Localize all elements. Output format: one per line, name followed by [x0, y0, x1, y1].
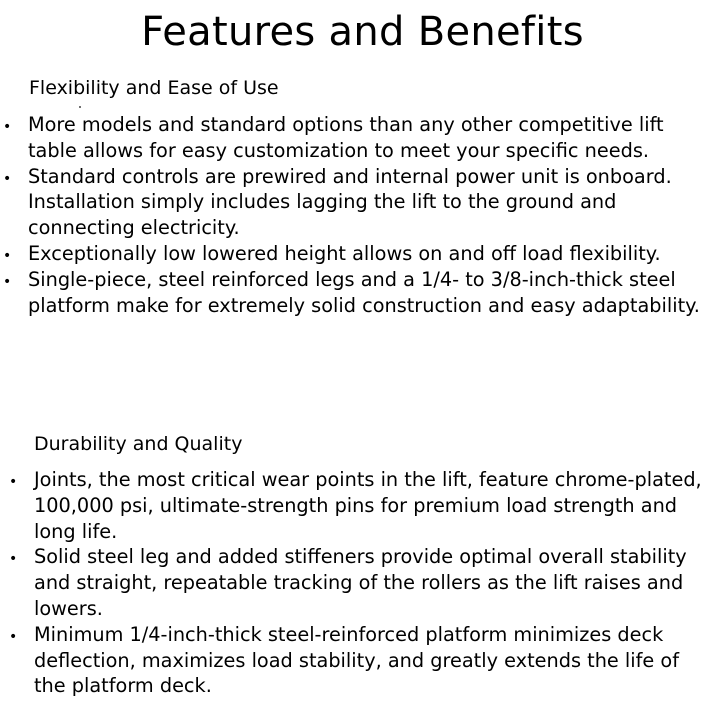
list-item-text: Joints, the most critical wear points in the lift, feature chrome-plated, 100,000 psi, ultimate-strength pins for premium load strength and long life. — [34, 468, 702, 543]
list-item — [3, 164, 718, 241]
list-item — [3, 241, 718, 267]
list-item-text: Minimum 1/4-inch-thick steel-reinforced platform minimizes deck deflection, maximizes load stability, and greatly extends the life of the platform deck. — [34, 622, 679, 698]
bullet-icon: • — [3, 119, 12, 135]
bullet-list-durability — [9, 467, 716, 699]
page-title: Features and Benefits — [141, 9, 584, 55]
list-item — [9, 544, 716, 621]
stray-mark — [79, 106, 81, 108]
bullet-icon: • — [3, 273, 12, 290]
bullet-icon: • — [9, 628, 18, 645]
section-heading-flexibility: Flexibility and Ease of Use — [29, 77, 279, 99]
bullet-icon: • — [3, 247, 12, 264]
bullet-icon: • — [3, 170, 12, 187]
list-item — [3, 267, 718, 319]
list-item-text: Exceptionally low lowered height allows on and off load flexibility. — [28, 241, 661, 265]
list-item — [9, 467, 716, 544]
list-item-text: Standard controls are prewired and internal power unit is onboard. Installation simply includes lagging the lift to the ground and connecting electricity. — [28, 164, 672, 240]
list-item-text: More models and standard options than any other competitive lift table allows for easy customization to meet your specific needs. — [28, 113, 664, 162]
bullet-icon: • — [9, 551, 18, 568]
list-item-text: Single-piece, steel reinforced legs and a 1/4- to 3/8-inch-thick steel platform make for extremely solid construction and easy adaptability. — [28, 267, 700, 317]
bullet-list-flexibility — [3, 112, 718, 318]
list-item — [3, 112, 718, 164]
list-item-text: Solid steel leg and added stiffeners provide optimal overall stability and straight, repeatable tracking of the rollers as the lift raises and lowers. — [34, 545, 687, 620]
bullet-icon: • — [9, 474, 18, 490]
section-heading-durability: Durability and Quality — [34, 433, 243, 455]
list-item — [9, 622, 716, 699]
